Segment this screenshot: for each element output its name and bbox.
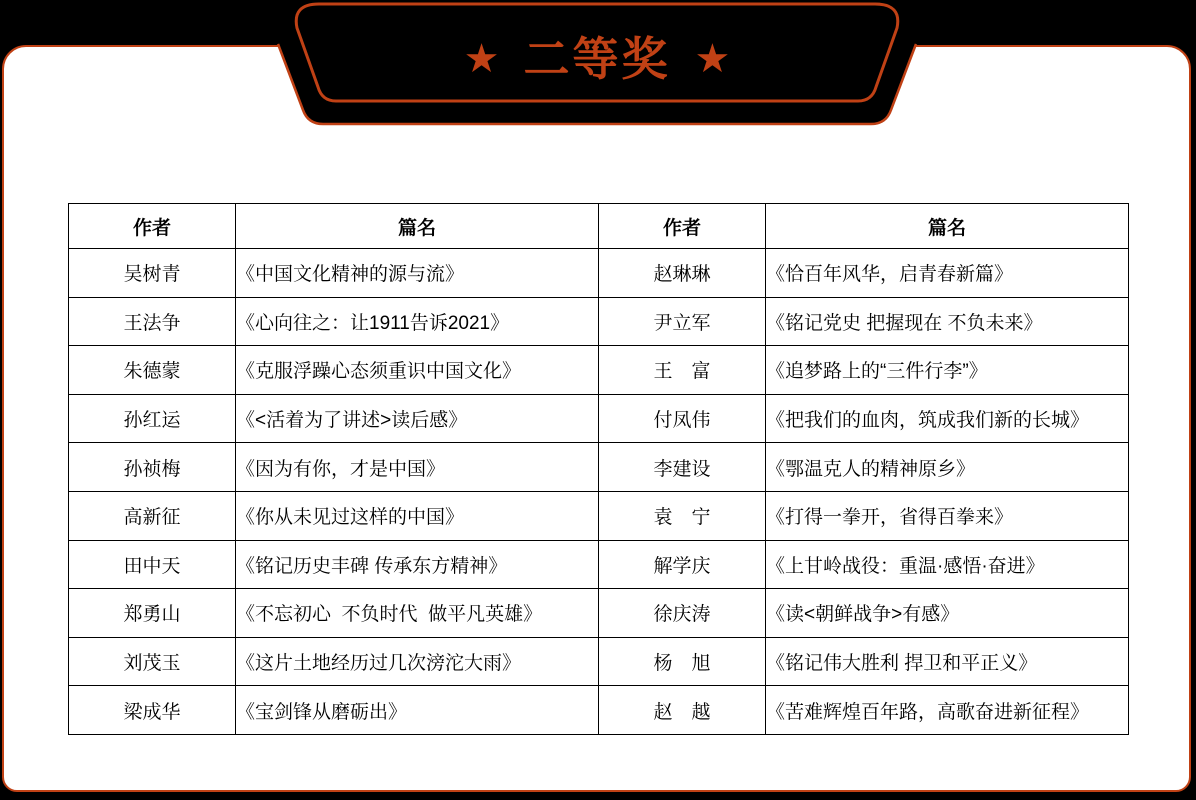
author-cell: 吴树青 — [69, 249, 236, 298]
author-cell: 付凤伟 — [599, 394, 766, 443]
title-cell: 《<活着为了讲述>读后感》 — [236, 394, 599, 443]
column-header: 篇名 — [236, 204, 599, 249]
table-row — [69, 394, 1129, 443]
title-cell: 《不忘初心 不负时代 做平凡英雄》 — [236, 589, 599, 638]
author-cell: 孙祯梅 — [69, 443, 236, 492]
title-cell: 《打得一拳开，省得百拳来》 — [766, 491, 1129, 540]
author-cell: 袁 宁 — [599, 491, 766, 540]
author-cell: 王法争 — [69, 297, 236, 346]
title-cell: 《因为有你，才是中国》 — [236, 443, 599, 492]
table-row — [69, 637, 1129, 686]
star-icon: ★ — [463, 37, 500, 81]
title-cell: 《把我们的血肉，筑成我们新的长城》 — [766, 394, 1129, 443]
title-cell: 《铭记党史 把握现在 不负未来》 — [766, 297, 1129, 346]
table-header-row — [69, 204, 1129, 249]
table-row — [69, 346, 1129, 395]
title-cell: 《上甘岭战役：重温·感悟·奋进》 — [766, 540, 1129, 589]
author-cell: 刘茂玉 — [69, 637, 236, 686]
title-cell: 《你从未见过这样的中国》 — [236, 491, 599, 540]
title-cell: 《宝剑锋从磨砺出》 — [236, 686, 599, 735]
title-cell: 《中国文化精神的源与流》 — [236, 249, 599, 298]
star-icon: ★ — [694, 37, 731, 81]
title-cell: 《这片土地经历过几次滂沱大雨》 — [236, 637, 599, 686]
author-cell: 田中天 — [69, 540, 236, 589]
title-cell: 《铭记伟大胜利 捍卫和平正义》 — [766, 637, 1129, 686]
title-cell: 《克服浮躁心态须重识中国文化》 — [236, 346, 599, 395]
awards-table — [68, 203, 1129, 735]
author-cell: 李建设 — [599, 443, 766, 492]
author-cell: 徐庆涛 — [599, 589, 766, 638]
banner-title: 二等奖 — [523, 33, 671, 85]
author-cell: 解学庆 — [599, 540, 766, 589]
table-row — [69, 249, 1129, 298]
table-row — [69, 443, 1129, 492]
author-cell: 郑勇山 — [69, 589, 236, 638]
banner-title-row — [278, 0, 916, 118]
title-cell: 《追梦路上的“三件行李”》 — [766, 346, 1129, 395]
column-header: 篇名 — [766, 204, 1129, 249]
table-row — [69, 686, 1129, 735]
author-cell: 梁成华 — [69, 686, 236, 735]
table-row — [69, 540, 1129, 589]
author-cell: 王 富 — [599, 346, 766, 395]
table-row — [69, 589, 1129, 638]
title-cell: 《铭记历史丰碑 传承东方精神》 — [236, 540, 599, 589]
title-cell: 《苦难辉煌百年路，高歌奋进新征程》 — [766, 686, 1129, 735]
author-cell: 朱德蒙 — [69, 346, 236, 395]
title-cell: 《恰百年风华，启青春新篇》 — [766, 249, 1129, 298]
table-row — [69, 297, 1129, 346]
author-cell: 杨 旭 — [599, 637, 766, 686]
author-cell: 尹立军 — [599, 297, 766, 346]
author-cell: 赵 越 — [599, 686, 766, 735]
author-cell: 高新征 — [69, 491, 236, 540]
title-cell: 《心向往之：让1911告诉2021》 — [236, 297, 599, 346]
column-header: 作者 — [69, 204, 236, 249]
column-header: 作者 — [599, 204, 766, 249]
author-cell: 孙红运 — [69, 394, 236, 443]
title-cell: 《读<朝鲜战争>有感》 — [766, 589, 1129, 638]
table-row — [69, 491, 1129, 540]
author-cell: 赵琳琳 — [599, 249, 766, 298]
title-cell: 《鄂温克人的精神原乡》 — [766, 443, 1129, 492]
